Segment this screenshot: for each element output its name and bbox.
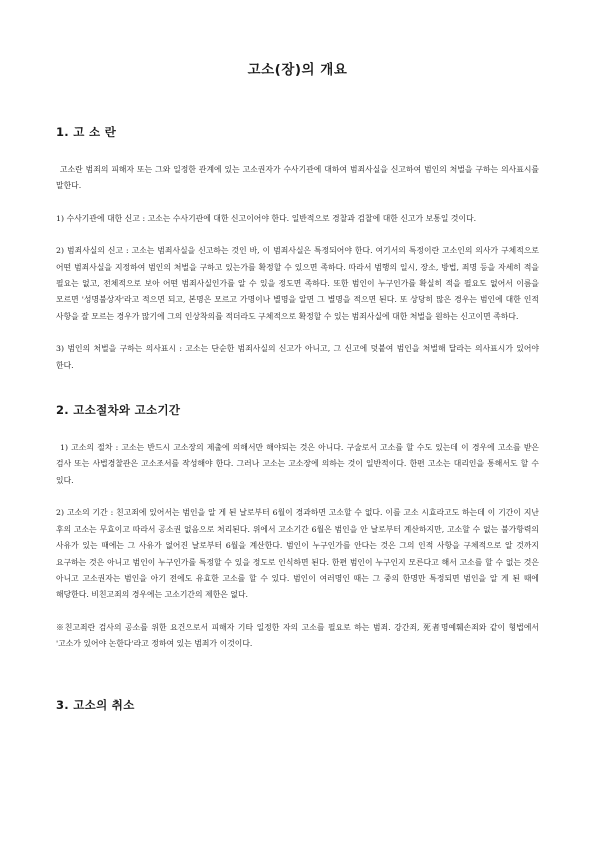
section-heading: 1. 고 소 란 bbox=[56, 125, 117, 139]
paragraph: 1) 고소의 절차 : 고소는 반드시 고소장의 제출에 의해서만 해야되는 것은 아니다. 구술로서 고소를 할 수도 있는데 이 경우에 고소를 받은 검사 또는 사법경찰관은 고소조서를 작성해야 한다. 그러나 고소는 고소장에 의하는 것이 일반적이다. 한편 고소는 대리인을 통해서도 할 수 있다. bbox=[56, 443, 539, 485]
paragraph: 3) 범인의 처벌을 구하는 의사표시 : 고소는 단순한 범죄사실의 신고가 아니고, 그 신고에 덧붙여 범인을 처벌해 달라는 의사표시가 있어야 한다. bbox=[56, 344, 539, 370]
paragraph: 1) 수사기관에 대한 신고 : 고소는 수사기관에 대한 신고이어야 한다. 일반적으로 경찰과 검찰에 대한 신고가 보통일 것이다. bbox=[56, 213, 477, 223]
document-title: 고소(장)의 개요 bbox=[247, 62, 348, 78]
section-2 bbox=[56, 402, 539, 652]
paragraph: 2) 범죄사실의 신고 : 고소는 범죄사실을 신고하는 것인 바, 이 범죄사실은 특정되어야 한다. 여기서의 특정이란 고소인의 의사가 구체적으로 어떤 범죄사실을 지정하여 범인의 처벌을 구하고 있는가를 확정할 수 있으면 족하다. 따라서 범행의 일시, 장소, 방법, 죄명 등을 자세히 적을 필요는 없고, 전체적으로 보아 어떤 범죄사실인가를 알 수 있을 정도면 족하다. 또한 범인이 누구인가를 확실히 적을 필요도 없어서 이름을 모르면 '성명불상자'라고 적으면 되고, 본명은 모르고 가명이나 별명을 알면 그 별명을 적으면 된다. 또 상당히 많은 경우는 범인에 대한 인적 사항을 잘 모르는 경우가 많기에 그의 인상착의를 적더라도 구체적으로 확정할 수 있는 범죄사실에 대한 처벌을 원하는 신고이면 족하다. bbox=[56, 246, 539, 321]
paragraph: 고소란 범죄의 피해자 또는 그와 일정한 관계에 있는 고소권자가 수사기관에 대하여 범죄사실을 신고하여 범인의 처벌을 구하는 의사표시를 말한다. bbox=[56, 165, 539, 191]
section-heading: 3. 고소의 취소 bbox=[56, 697, 135, 712]
paragraph: ※친고죄란 검사의 공소를 위한 요건으로서 피해자 기타 일정한 자의 고소를 필요로 하는 범죄. 강간죄, 死者명예훼손죄와 같이 형법에서 '고소가 있어야 논한다'라고 정하여 있는 범죄가 이것이다. bbox=[56, 622, 539, 649]
document-body bbox=[56, 124, 539, 735]
section-heading: 2. 고소절차와 고소기간 bbox=[56, 403, 181, 418]
paragraph: 2) 고소의 기간 : 친고죄에 있어서는 범인을 알 게 된 날로부터 6월이 경과하면 고소할 수 없다. 이를 고소 시효라고도 하는데 이 기간이 지난 후의 고소는 무효이고 따라서 공소권 없음으로 처리된다. 위에서 고소기간 6월은 범인을 안 날로부터 계산하지만, 고소할 수 없는 불가항력의 사유가 있는 때에는 그 사유가 없어진 날로부터 6월을 계산한다. 범인이 누구인가를 안다는 것은 그의 인적 사항을 구체적으로 알 것까지 요구하는 것은 아니고 범인이 누구인가를 특정할 수 있을 정도로 인식하면 된다. 한편 범인이 누구인지 모른다고 해서 고소를 할 수 없는 것은 아니고 고소권자는 범인을 아기 전에도 유효한 고소를 할 수 있다. 범인이 여러명인 때는 그 중의 한명만 특정되면 범인을 알 게 된 때에 해당한다. 비친고죄의 경우에는 고소기간의 제한은 없다. bbox=[56, 508, 539, 600]
section-3 bbox=[56, 697, 539, 713]
section-1 bbox=[56, 124, 539, 374]
